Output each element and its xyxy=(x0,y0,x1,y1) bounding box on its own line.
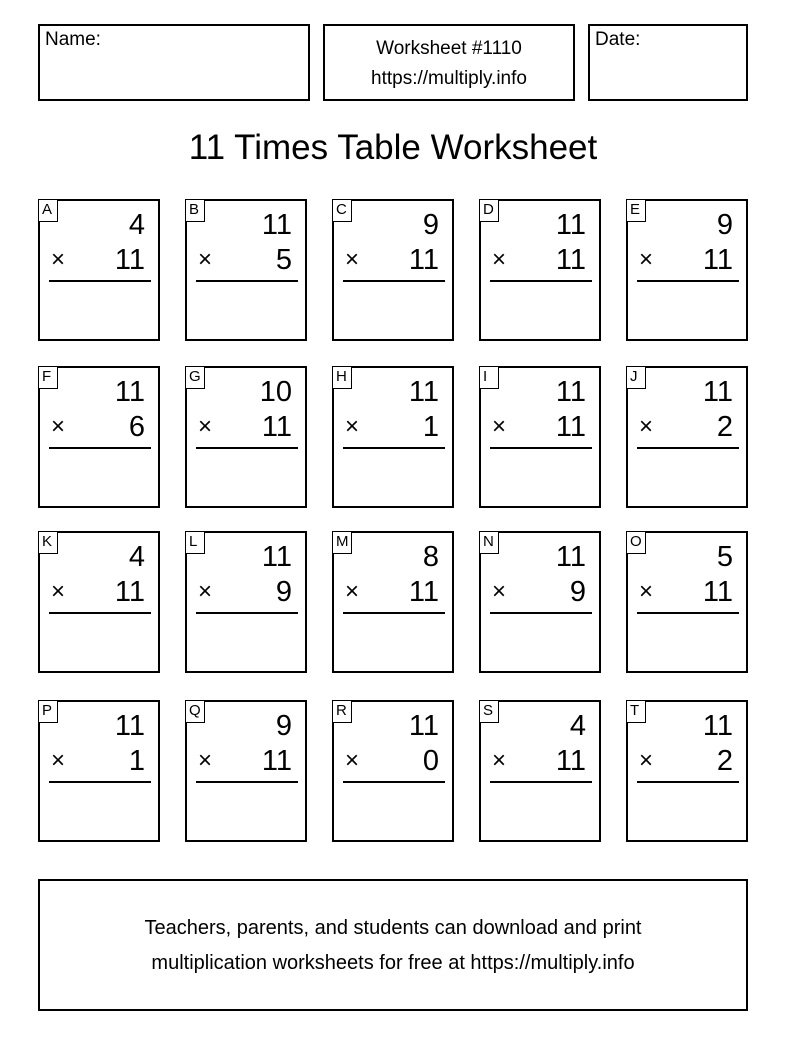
problem-multiplier: 1 xyxy=(128,745,145,777)
problem-multiplicand: 11 xyxy=(408,376,439,408)
problem-letter: D xyxy=(479,199,499,222)
problem-letter: M xyxy=(332,531,352,554)
times-sign: × xyxy=(492,578,507,605)
problem-multiplicand: 11 xyxy=(114,710,145,742)
times-sign: × xyxy=(345,246,360,273)
answer-line xyxy=(343,781,445,783)
times-sign: × xyxy=(639,578,654,605)
times-sign: × xyxy=(492,413,507,440)
problem-multiplicand: 4 xyxy=(569,710,586,742)
problem-letter: H xyxy=(332,366,352,389)
problem-card[interactable] xyxy=(332,366,454,508)
problem-multiplicand: 11 xyxy=(555,376,586,408)
problem-letter: C xyxy=(332,199,352,222)
answer-line xyxy=(49,781,151,783)
problem-card[interactable] xyxy=(38,366,160,508)
answer-line xyxy=(637,280,739,282)
problem-multiplier: 6 xyxy=(128,411,145,443)
times-sign: × xyxy=(492,246,507,273)
answer-line xyxy=(490,447,592,449)
times-sign: × xyxy=(198,413,213,440)
problem-multiplicand: 9 xyxy=(716,209,733,241)
answer-line xyxy=(637,612,739,614)
times-sign: × xyxy=(639,413,654,440)
answer-line xyxy=(196,280,298,282)
problem-card[interactable] xyxy=(185,366,307,508)
problem-card[interactable] xyxy=(332,199,454,341)
times-sign: × xyxy=(198,578,213,605)
problem-multiplicand: 11 xyxy=(261,541,292,573)
problem-multiplier: 11 xyxy=(702,244,733,276)
times-sign: × xyxy=(198,747,213,774)
times-sign: × xyxy=(51,578,66,605)
problem-multiplicand: 11 xyxy=(702,710,733,742)
problem-card[interactable] xyxy=(38,700,160,842)
times-sign: × xyxy=(639,246,654,273)
date-label: Date: xyxy=(595,29,641,50)
problem-multiplier: 0 xyxy=(422,745,439,777)
worksheet-number: Worksheet #1110 xyxy=(376,38,522,59)
problem-multiplicand: 11 xyxy=(408,710,439,742)
answer-line xyxy=(490,612,592,614)
problem-multiplier: 11 xyxy=(261,411,292,443)
problem-multiplicand: 11 xyxy=(555,209,586,241)
problem-letter: A xyxy=(38,199,58,222)
times-sign: × xyxy=(51,413,66,440)
problem-multiplicand: 9 xyxy=(275,710,292,742)
problem-letter: J xyxy=(626,366,646,389)
answer-line xyxy=(490,781,592,783)
times-sign: × xyxy=(345,747,360,774)
problem-multiplier: 9 xyxy=(569,576,586,608)
problem-letter: T xyxy=(626,700,646,723)
problem-card[interactable] xyxy=(626,199,748,341)
problem-multiplicand: 4 xyxy=(128,541,145,573)
problem-card[interactable] xyxy=(185,199,307,341)
problem-letter: P xyxy=(38,700,58,723)
problem-card[interactable] xyxy=(479,366,601,508)
times-sign: × xyxy=(492,747,507,774)
worksheet-website: https://multiply.info xyxy=(371,68,527,89)
problem-card[interactable] xyxy=(626,366,748,508)
problem-letter: R xyxy=(332,700,352,723)
problem-card[interactable] xyxy=(479,700,601,842)
problem-multiplier: 1 xyxy=(422,411,439,443)
problem-letter: B xyxy=(185,199,205,222)
problem-card[interactable] xyxy=(626,531,748,673)
problem-letter: L xyxy=(185,531,205,554)
footer-line-1: Teachers, parents, and students can download and print xyxy=(144,917,642,939)
answer-line xyxy=(49,612,151,614)
problem-multiplier: 11 xyxy=(555,745,586,777)
answer-line xyxy=(49,280,151,282)
page-title: 11 Times Table Worksheet xyxy=(188,128,598,167)
problem-multiplier: 9 xyxy=(275,576,292,608)
answer-line xyxy=(343,280,445,282)
answer-line xyxy=(637,447,739,449)
problem-card[interactable] xyxy=(38,531,160,673)
problem-card[interactable] xyxy=(38,199,160,341)
problem-multiplicand: 11 xyxy=(702,376,733,408)
footer-box xyxy=(38,879,748,1011)
problem-multiplier: 11 xyxy=(261,745,292,777)
answer-line xyxy=(343,447,445,449)
footer-line-2: multiplication worksheets for free at https://multiply.info xyxy=(151,952,635,974)
problem-multiplicand: 4 xyxy=(128,209,145,241)
problem-multiplier: 11 xyxy=(408,244,439,276)
problem-multiplier: 11 xyxy=(702,576,733,608)
problem-multiplier: 2 xyxy=(716,745,733,777)
problem-letter: I xyxy=(479,366,499,389)
problem-multiplicand: 11 xyxy=(261,209,292,241)
problem-letter: E xyxy=(626,199,646,222)
problem-multiplier: 5 xyxy=(275,244,292,276)
answer-line xyxy=(49,447,151,449)
problem-letter: O xyxy=(626,531,646,554)
times-sign: × xyxy=(639,747,654,774)
times-sign: × xyxy=(345,413,360,440)
times-sign: × xyxy=(198,246,213,273)
problem-multiplier: 11 xyxy=(114,244,145,276)
answer-line xyxy=(196,447,298,449)
problem-multiplier: 11 xyxy=(555,244,586,276)
problem-multiplicand: 11 xyxy=(555,541,586,573)
problem-letter: S xyxy=(479,700,499,723)
problem-letter: Q xyxy=(185,700,205,723)
problem-multiplicand: 5 xyxy=(716,541,733,573)
problem-multiplier: 11 xyxy=(408,576,439,608)
problem-multiplier: 11 xyxy=(555,411,586,443)
problem-letter: K xyxy=(38,531,58,554)
problem-multiplicand: 9 xyxy=(422,209,439,241)
name-label: Name: xyxy=(45,29,101,50)
answer-line xyxy=(637,781,739,783)
problem-multiplicand: 10 xyxy=(259,376,292,408)
times-sign: × xyxy=(345,578,360,605)
problem-letter: G xyxy=(185,366,205,389)
problem-card[interactable] xyxy=(332,531,454,673)
problem-letter: F xyxy=(38,366,58,389)
name-field-box[interactable] xyxy=(38,24,310,101)
problem-card[interactable] xyxy=(479,199,601,341)
times-sign: × xyxy=(51,747,66,774)
problem-card[interactable] xyxy=(332,700,454,842)
times-sign: × xyxy=(51,246,66,273)
problem-card[interactable] xyxy=(185,700,307,842)
answer-line xyxy=(196,612,298,614)
worksheet-info-box xyxy=(323,24,575,101)
answer-line xyxy=(196,781,298,783)
problem-card[interactable] xyxy=(185,531,307,673)
problem-letter: N xyxy=(479,531,499,554)
problem-multiplier: 2 xyxy=(716,411,733,443)
date-field-box[interactable] xyxy=(588,24,748,101)
problem-card[interactable] xyxy=(626,700,748,842)
problem-multiplicand: 8 xyxy=(422,541,439,573)
problem-multiplier: 11 xyxy=(114,576,145,608)
problem-multiplicand: 11 xyxy=(114,376,145,408)
answer-line xyxy=(343,612,445,614)
problem-card[interactable] xyxy=(479,531,601,673)
answer-line xyxy=(490,280,592,282)
